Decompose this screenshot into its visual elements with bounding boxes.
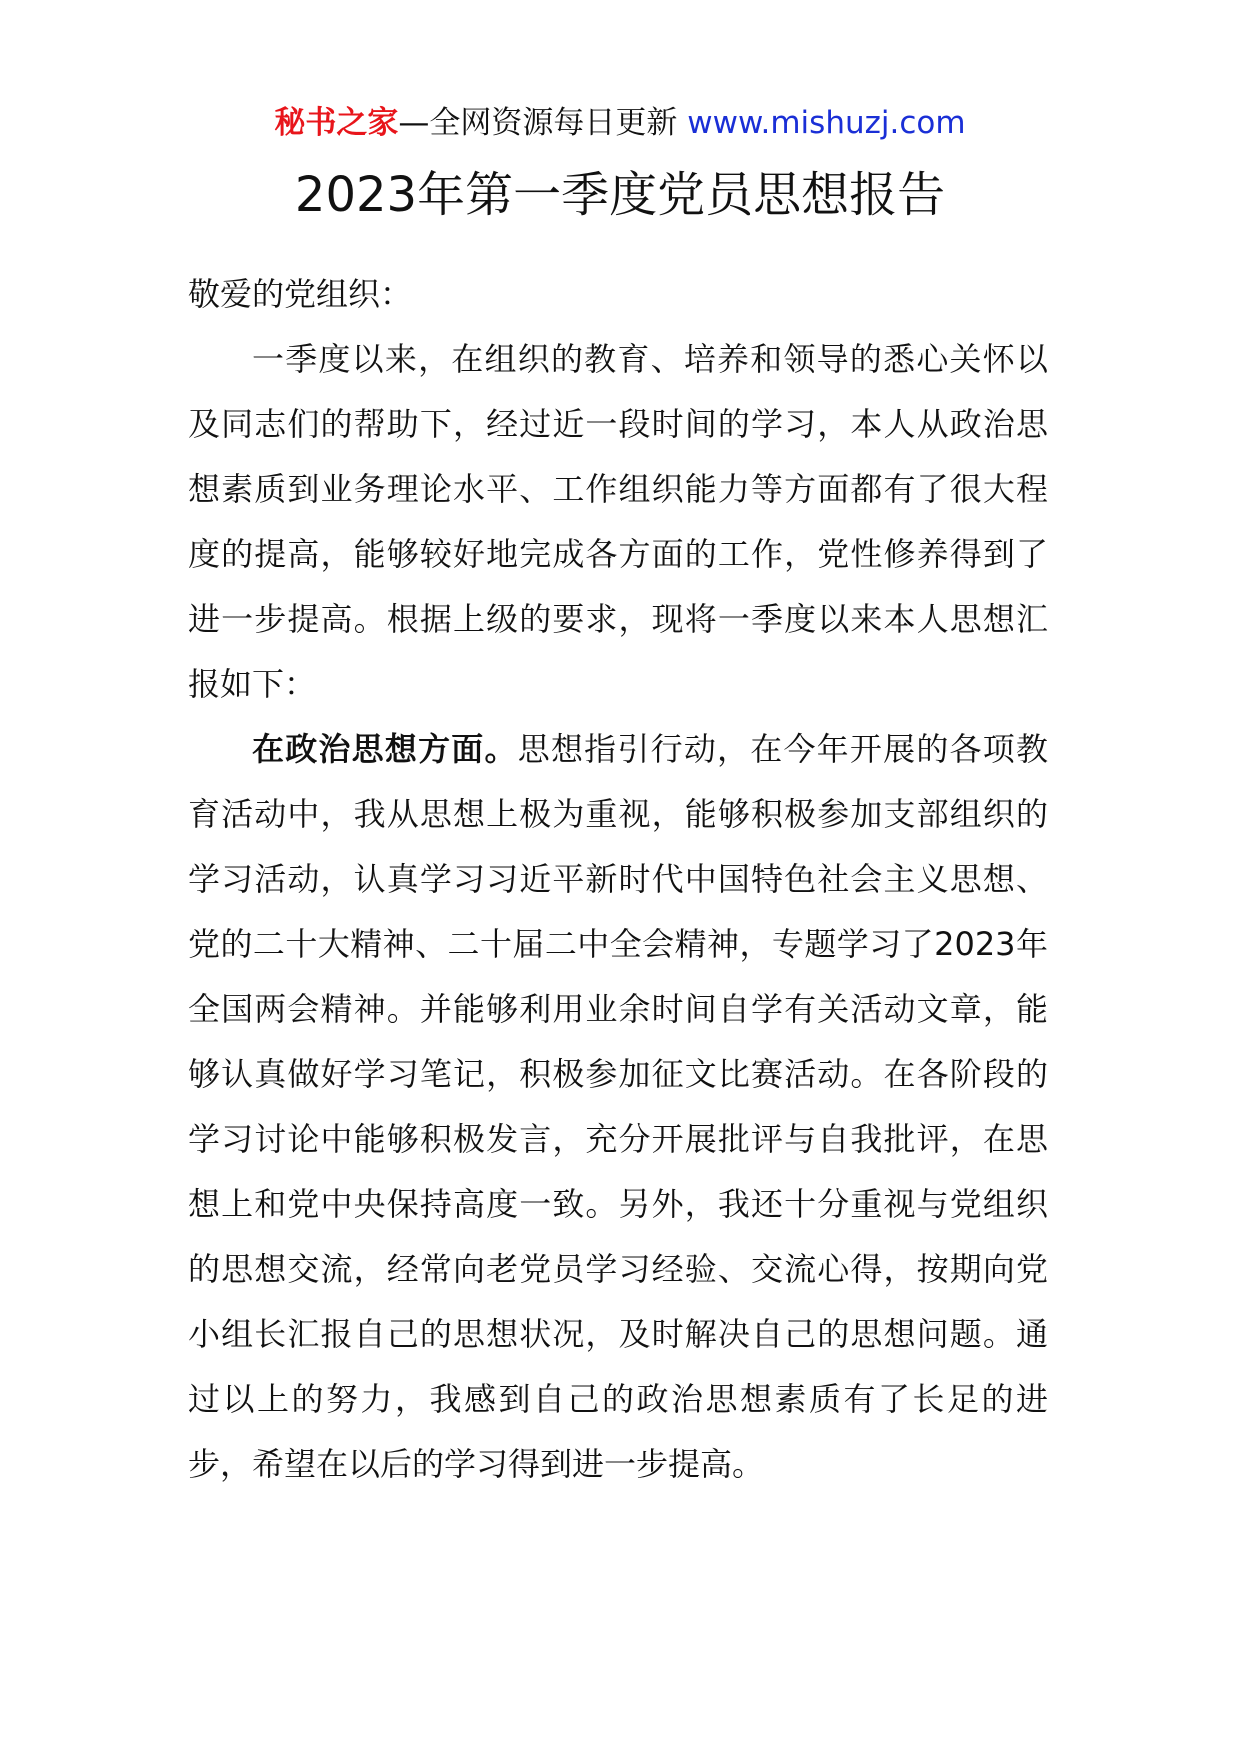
- paragraph-intro: [188, 327, 1048, 717]
- paragraph-text: 思想指引行动，在今年开展的各项教育活动中，我从思想上极为重视，能够积极参加支部组织的学习活动，认真学习习近平新时代中国特色社会主义思想、党的二十大精神、二十届二中全会精神，专题学习了2023年全国两会精神。并能够利用业余时间自学有关活动文章，能够认真做好学习笔记，积极参加征文比赛活动。在各阶段的学习讨论中能够积极发言，充分开展批评与自我批评，在思想上和党中央保持高度一致。另外，我还十分重视与党组织的思想交流，经常向老党员学习经验、交流心得，按期向党小组长汇报自己的思想状况，及时解决自己的思想问题。通过以上的努力，我感到自己的政治思想素质有了长足的进步，希望在以后的学习得到进一步提高。: [188, 730, 1048, 1483]
- paragraph-text: 一季度以来，在组织的教育、培养和领导的悉心关怀以及同志们的帮助下，经过近一段时间的学习，本人从政治思想素质到业务理论水平、工作组织能力等方面都有了很大程度的提高，能够较好地完成各方面的工作，党性修养得到了进一步提高。根据上级的要求，现将一季度以来本人思想汇报如下：: [188, 340, 1048, 703]
- site-header: [0, 100, 1240, 146]
- document-body: [188, 262, 1048, 1497]
- header-slogan: —全网资源每日更新: [398, 105, 688, 141]
- paragraph-political-thought: [188, 717, 1048, 1497]
- site-url-link[interactable]: www.mishuzj.com: [687, 105, 966, 141]
- brand-name: 秘书之家: [274, 105, 399, 141]
- paragraph-lead: 在政治思想方面。: [252, 730, 518, 768]
- salutation: 敬爱的党组织：: [188, 275, 413, 313]
- document-title: 2023年第一季度党员思想报告: [294, 167, 946, 223]
